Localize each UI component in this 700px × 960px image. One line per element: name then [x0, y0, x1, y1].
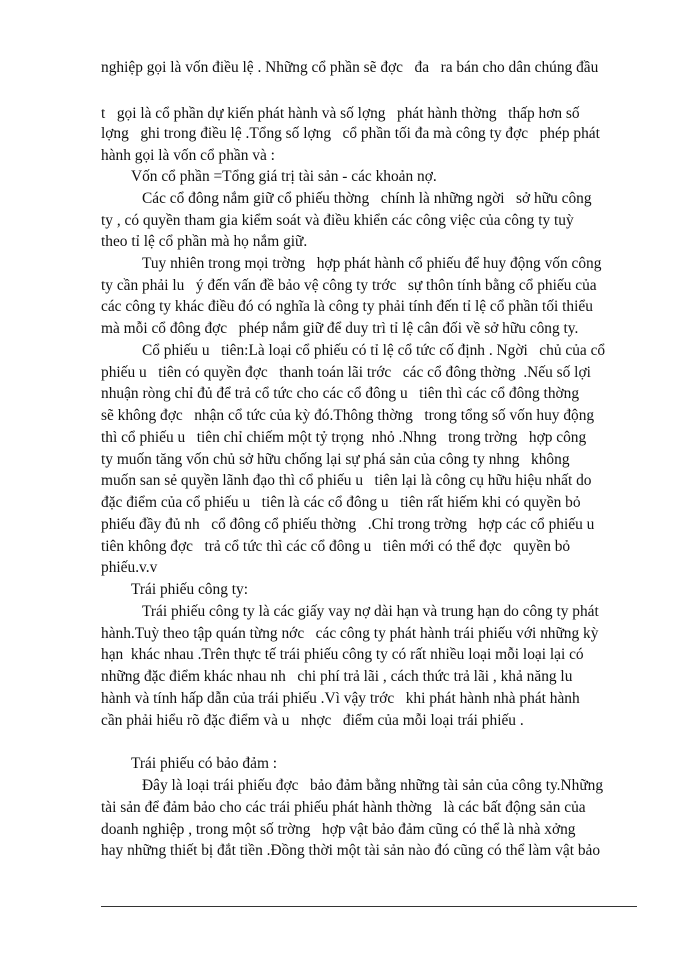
- text-line: đặc điểm của cổ phiếu u tiên là các cổ đông u tiên rất hiếm khi có quyền bỏ: [101, 494, 581, 511]
- text-line: Tuy nhiên trong mọi trờng hợp phát hành cổ phiếu để huy động vốn công: [142, 255, 602, 272]
- text-line: phiếu đầy đủ nh cổ đông cổ phiếu thờng .Chỉ trong trờng hợp các cổ phiếu u: [101, 516, 595, 533]
- text-line: Các cổ đông nắm giữ cổ phiếu thờng chính là những ngời sở hữu công: [142, 190, 592, 207]
- text-line: Trái phiếu công ty là các giấy vay nợ dài hạn và trung hạn do công ty phát: [142, 603, 599, 620]
- text-line: thì cổ phiếu u tiên chỉ chiếm một tỷ trọng nhỏ .Nhng trong trờng hợp công: [101, 429, 587, 446]
- text-line: các công ty khác điều đó có nghĩa là công ty phải tính đến tỉ lệ cổ phần tối thiểu: [101, 298, 593, 315]
- text-line: mà mỗi cổ đông đợc phép nắm giữ để duy trì tỉ lệ cân đối về sở hữu công ty.: [101, 320, 579, 337]
- text-line: ty cần phải lu ý đến vấn đề bảo vệ công ty trớc sự thôn tính bằng cổ phiếu của: [101, 277, 597, 294]
- text-line: Đây là loại trái phiếu đợc bảo đảm bằng những tài sản của công ty.Những: [142, 777, 604, 794]
- text-line: Trái phiếu có bảo đảm :: [131, 755, 278, 772]
- text-line: Cổ phiếu u tiên:Là loại cổ phiếu có tỉ lệ cổ tức cố định . Ngời chủ của cổ: [142, 342, 606, 359]
- text-line: ty muốn tăng vốn chủ sở hữu chống lại sự phá sản của công ty nhng không: [101, 451, 570, 468]
- text-line: tiên không đợc trả cổ tức thì các cổ đông u tiên mới có thể đợc quyền bỏ: [101, 538, 571, 555]
- text-line: tài sản để đảm bảo cho các trái phiếu phát hành thờng là các bất động sản của: [101, 799, 586, 816]
- text-line: theo tỉ lệ cổ phần mà họ nắm giữ.: [101, 233, 308, 250]
- footer-divider: [101, 906, 637, 907]
- text-line: Trái phiếu công ty:: [131, 581, 248, 598]
- text-line: nhuận ròng chỉ đủ để trả cổ tức cho các cổ đông u tiên thì các cổ đông thờng: [101, 385, 580, 402]
- text-line: sẽ không đợc nhận cổ tức của kỳ đó.Thông thờng trong tổng số vốn huy động: [101, 407, 595, 424]
- text-line: muốn san sẻ quyền lãnh đạo thì cổ phiếu u tiên lại là công cụ hữu hiệu nhất do: [101, 472, 592, 489]
- text-line: t gọi là cổ phần dự kiến phát hành và số lợng phát hành thờng thấp hơn số: [101, 105, 580, 122]
- text-line: nghiệp gọi là vốn điều lệ . Những cổ phần sẽ đợc đa ra bán cho dân chúng đầu: [101, 59, 599, 76]
- text-line: hành và tính hấp dẫn của trái phiếu .Vì vậy trớc khi phát hành nhà phát hành: [101, 690, 580, 707]
- text-line: Vốn cổ phần =Tổng giá trị tài sản - các khoản nợ.: [131, 168, 437, 185]
- text-line: hay những thiết bị đắt tiền .Đồng thời một tài sản nào đó cũng có thể làm vật bảo: [101, 842, 601, 859]
- text-line: cần phải hiểu rõ đặc điểm và u nhợc điểm của mỗi loại trái phiếu .: [101, 712, 524, 729]
- text-line: phiếu.v.v: [101, 559, 158, 576]
- text-line: hạn khác nhau .Trên thực tế trái phiếu công ty có rất nhiều loại mỗi loại lại có: [101, 646, 584, 663]
- text-line: lợng ghi trong điều lệ .Tổng số lợng cổ phần tối đa mà công ty đợc phép phát: [101, 125, 600, 142]
- text-line: doanh nghiệp , trong một số trờng hợp vật bảo đảm cũng có thể là nhà xởng: [101, 821, 576, 838]
- text-line: phiếu u tiên có quyền đợc thanh toán lãi trớc các cổ đông thờng .Nếu số lợi: [101, 364, 591, 381]
- text-line: hành.Tuỳ theo tập quán từng nớc các công ty phát hành trái phiếu với những kỳ: [101, 625, 599, 642]
- text-line: ty , có quyền tham gia kiểm soát và điều khiển các công việc của công ty tuỳ: [101, 212, 574, 229]
- text-line: hành gọi là vốn cổ phần và :: [101, 147, 275, 164]
- text-line: những đặc điểm khác nhau nh chi phí trả lãi , cách thức trả lãi , khả năng lu: [101, 668, 573, 685]
